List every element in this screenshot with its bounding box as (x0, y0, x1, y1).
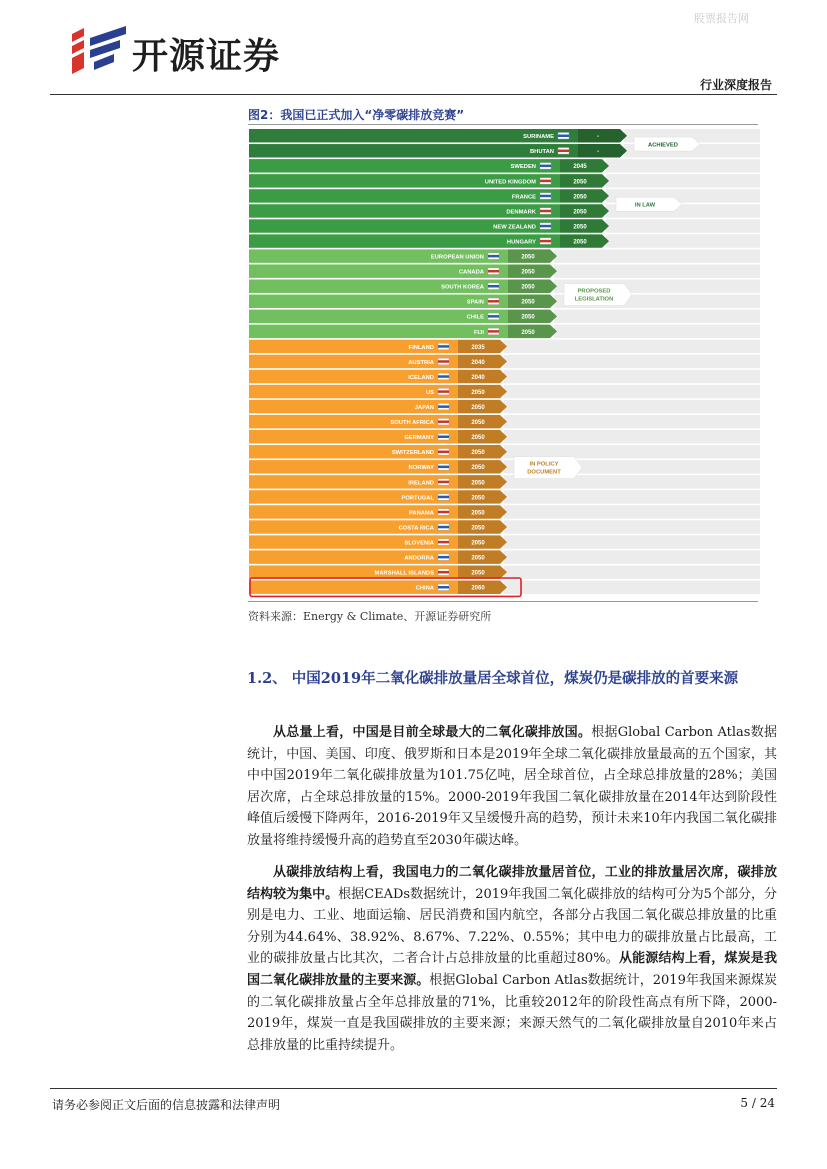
figure-bottom-divider (248, 601, 758, 602)
flag-stripe (540, 165, 551, 168)
target-year-label: - (597, 134, 599, 141)
country-label: SWEDEN (510, 164, 536, 171)
flag-stripe (438, 451, 449, 454)
target-year-label: 2050 (573, 239, 587, 246)
row-band (504, 370, 760, 383)
flag-stripe (540, 210, 551, 213)
paragraph-lead-energy: 从能源结构上看，煤炭是我国二氧化碳排放量的主要来源。 (247, 951, 777, 988)
target-year-label: 2050 (471, 465, 485, 472)
target-year-label: 2050 (471, 525, 485, 532)
target-year-label: 2050 (471, 435, 485, 442)
flag-stripe (438, 586, 449, 589)
country-label: HUNGARY (506, 239, 536, 246)
target-year-label: 2040 (471, 359, 485, 366)
target-year-label: 2050 (521, 269, 535, 276)
paragraph-total-emissions (247, 722, 777, 852)
watermark: 股票报告网 (694, 12, 749, 25)
figure-title: 图2：我国已正式加入“净零碳排放竞赛” (248, 108, 465, 122)
target-year-box (578, 129, 627, 142)
country-label: GERMANY (404, 435, 434, 442)
target-year-label: 2050 (471, 510, 485, 517)
target-year-label: 2050 (471, 450, 485, 457)
flag-stripe (438, 436, 449, 439)
country-label: CHILE (466, 314, 484, 321)
row-band (554, 325, 760, 338)
country-label: JAPAN (414, 405, 434, 412)
target-year-label: 2050 (521, 314, 535, 321)
group-label: LEGISLATION (574, 296, 614, 303)
target-year-label: 2050 (471, 389, 485, 396)
flag-stripe (488, 255, 499, 258)
row-band (606, 219, 760, 232)
country-label: CHINA (415, 585, 434, 592)
row-band (504, 581, 760, 594)
country-label: PORTUGAL (401, 495, 434, 502)
flag-stripe (438, 375, 449, 378)
flag-stripe (438, 345, 449, 348)
flag-stripe (558, 135, 569, 138)
flag-stripe (438, 526, 449, 529)
country-label: FIJI (474, 329, 484, 336)
flag-stripe (488, 300, 499, 303)
group-label: ACHIEVED (648, 142, 678, 149)
country-label: FRANCE (511, 194, 536, 201)
flag-stripe (438, 420, 449, 423)
country-label: SWITZERLAND (391, 450, 434, 457)
paragraph-body: 根据Global Carbon Atlas数据统计，中国、美国、印度、俄罗斯和日本是2019年全球二氧化碳排放量最高的五个国家，其中中国2019年二氧化碳排放量为101.75亿吨，居全球首位，占全球总排放量的28%；美国居次席，占全球总排放量的15%。2000-2019年我国二氧化碳排放量在2014年达到阶段性峰值后缓慢下降两年，2016-2019年又呈缓慢升高的趋势，预计未来10年内我国二氧化碳排放量将维持缓慢升高的趋势直至2030年碳达峰。 (247, 725, 777, 848)
row-band (606, 159, 760, 172)
target-year-label: 2050 (471, 495, 485, 502)
country-label: FINLAND (408, 344, 434, 351)
paragraph-lead: 从碳排放结构上看，我国电力的二氧化碳排放量居首位，工业的排放量居次席，碳排放结构较为集中。 (247, 865, 777, 902)
flag-stripe (540, 225, 551, 228)
flag-stripe (488, 315, 499, 318)
country-label: PANAMA (408, 510, 434, 517)
country-label: NORWAY (408, 465, 434, 472)
target-year-label: 2045 (573, 164, 587, 171)
row-band (606, 174, 760, 187)
flag-stripe (540, 240, 551, 243)
footer-disclaimer: 请务必参阅正文后面的信息披露和法律声明 (52, 1098, 281, 1112)
target-year-label: 2050 (573, 209, 587, 216)
paragraph-body-energy: 根据Global Carbon Atlas数据统计，2019年我国来源煤炭的二氧化碳排放量占全年总排放量的71%，比重较2012年的阶段性高点有所下降，2000-2019年，煤炭一直是我国碳排放的主要来源；来源天然气的二氧化碳排放量自2010年来占总排放量的比重持续提升。 (247, 972, 777, 1053)
target-year-label: 2050 (521, 284, 535, 291)
flag-stripe (438, 571, 449, 574)
row-band (504, 505, 760, 518)
flag-stripe (438, 405, 449, 408)
row-band (504, 565, 760, 578)
group-label: DOCUMENT (527, 469, 561, 476)
target-year-label: 2050 (573, 194, 587, 201)
target-year-label: - (597, 149, 599, 156)
country-label: AUSTRIA (408, 359, 434, 366)
target-year-label: 2050 (521, 299, 535, 306)
flag-stripe (558, 150, 569, 153)
row-band (504, 550, 760, 563)
paragraph-emission-structure (247, 862, 777, 1056)
flag-stripe (438, 360, 449, 363)
country-label: MARSHALL ISLANDS (374, 570, 434, 577)
section-heading: 1.2、 中国2019年二氧化碳排放量居全球首位，煤炭仍是碳排放的首要来源 (247, 670, 739, 687)
country-bar (249, 325, 508, 338)
group-label: PROPOSED (577, 288, 611, 295)
page-number: 5 / 24 (740, 1096, 775, 1110)
paragraph-lead: 从总量上看，中国是目前全球最大的二氧化碳排放国。 (273, 725, 592, 740)
row-band (504, 385, 760, 398)
footer-divider (50, 1088, 777, 1089)
row-band (504, 490, 760, 503)
flag-stripe (438, 481, 449, 484)
target-year-label: 2050 (471, 405, 485, 412)
country-label: UNITED KINGDOM (484, 179, 536, 186)
target-year-box (578, 144, 627, 157)
logo-mark-icon (70, 24, 130, 76)
target-year-label: 2035 (471, 344, 485, 351)
figure-source: 资料来源：Energy & Climate、开源证券研究所 (248, 610, 492, 623)
target-year-label: 2050 (521, 329, 535, 336)
flag-stripe (438, 541, 449, 544)
target-year-label: 2050 (471, 570, 485, 577)
country-label: ICELAND (408, 374, 434, 381)
row-band (504, 340, 760, 353)
country-label: SOUTH AFRICA (390, 420, 434, 427)
row-band (504, 535, 760, 548)
country-label: DENMARK (506, 209, 536, 216)
flag-stripe (438, 511, 449, 514)
target-year-label: 2040 (471, 374, 485, 381)
row-band (504, 355, 760, 368)
country-bar (249, 144, 578, 157)
flag-stripe (488, 330, 499, 333)
country-label: SPAIN (466, 299, 484, 306)
group-label: IN LAW (634, 202, 656, 209)
group-label: IN POLICY (529, 461, 559, 468)
target-year-label: 2050 (521, 254, 535, 261)
net-zero-chart (249, 128, 760, 600)
row-band (504, 520, 760, 533)
country-label: SURINAME (523, 134, 554, 141)
target-year-label: 2050 (573, 179, 587, 186)
flag-stripe (438, 466, 449, 469)
target-year-label: 2050 (471, 480, 485, 487)
country-label: COSTA RICA (398, 525, 434, 532)
flag-stripe (540, 180, 551, 183)
row-band (554, 310, 760, 323)
country-label: ANDORRA (404, 555, 434, 562)
country-label: BHUTAN (529, 149, 554, 156)
country-label: SOUTH KOREA (441, 284, 484, 291)
country-label: CANADA (458, 269, 484, 276)
figure-top-divider (248, 124, 758, 125)
flag-stripe (488, 270, 499, 273)
flag-stripe (540, 195, 551, 198)
row-band (554, 264, 760, 277)
flag-stripe (438, 390, 449, 393)
row-band (504, 430, 760, 443)
target-year-label: 2050 (573, 224, 587, 231)
target-year-label: 2050 (471, 555, 485, 562)
country-label: IRELAND (408, 480, 434, 487)
flag-stripe (488, 285, 499, 288)
row-band (504, 400, 760, 413)
row-band (554, 249, 760, 262)
paragraph-body: 根据CEADs数据统计，2019年我国二氧化碳排放的结构可分为5个部分，分别是电力、工业、地面运输、居民消费和国内航空，各部分占我国二氧化碳总排放量的比重分别为44.64%、38.92%、8.67%、7.22%、0.55%；其中电力的碳排放量占比最高，工业的碳排放量占比其次，二者合计占总排放量的比重超过80%。 (247, 886, 777, 967)
flag-stripe (438, 496, 449, 499)
target-year-label: 2050 (471, 540, 485, 547)
header-divider (50, 94, 777, 95)
country-label: SLOVENIA (404, 540, 434, 547)
flag-stripe (438, 556, 449, 559)
target-year-label: 2060 (471, 585, 485, 592)
company-logo (70, 24, 320, 76)
country-label: NEW ZEALAND (493, 224, 536, 231)
row-band (504, 415, 760, 428)
row-band (606, 234, 760, 247)
country-label: US (425, 389, 434, 396)
country-label: EUROPEAN UNION (430, 254, 484, 261)
report-type-label: 行业深度报告 (699, 78, 772, 92)
target-year-label: 2050 (471, 420, 485, 427)
brand-name: 开源证券 (132, 36, 281, 77)
